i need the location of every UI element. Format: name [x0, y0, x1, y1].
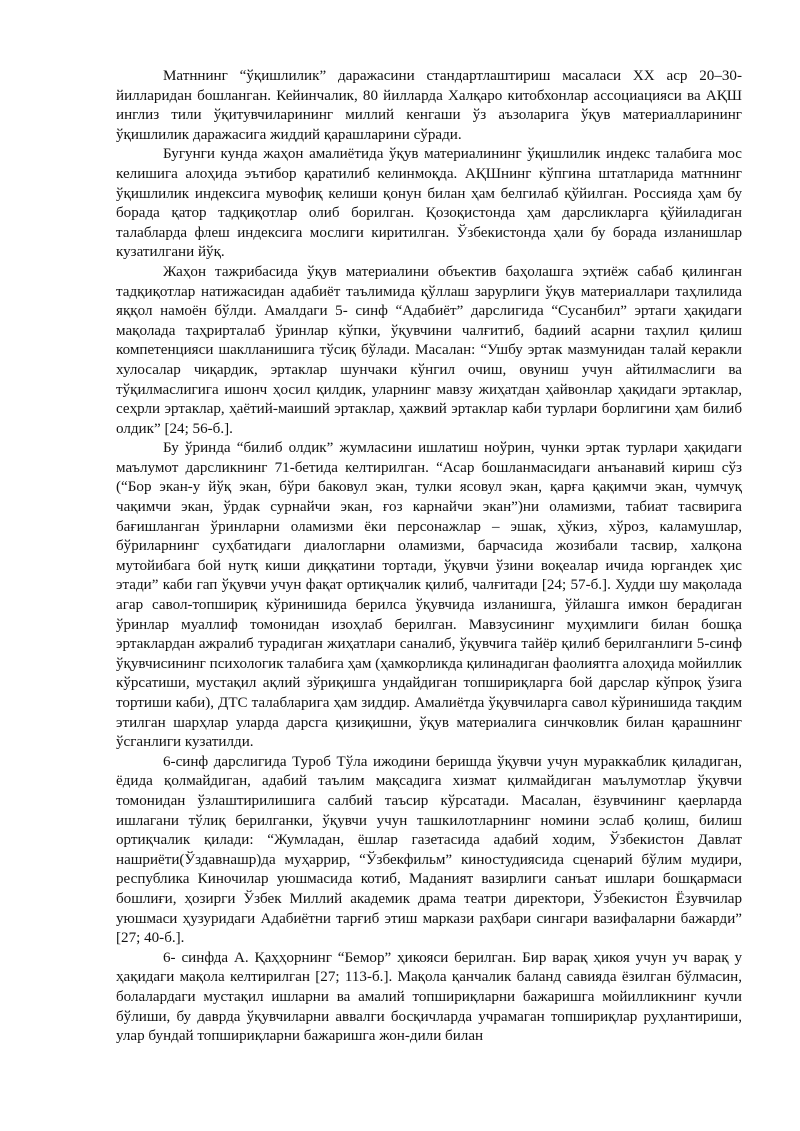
paragraph-grade6-bemor: 6- синфда А. Қаҳҳорнинг “Бемор” ҳикояси берилган. Бир варақ ҳикоя учун уч варақ у ҳақидаги мақола келтирилган [27; 113-б.]. Мақола қанчалик баланд савияда ёзилган бўлмасин, болалардаги мустақил ишларни ва амалий топшириқларни бажаришга мойилликнинг кучли бўлиши, бу даврда ўқувчиларни аввалги босқичларда учрамаган топшириқлар руҳлантириши, улар бундай топшириқларни бажаришга жон-дили билан [116, 949, 742, 1045]
paragraph-grade6-turob-tula: 6-синф дарслигида Туроб Тўла ижодини беришда ўқувчи учун мураккаблик қиладиган, ёдида қолмайдиган, адабий таълим мақсадига хизмат қилмайдиган маълумотлар ўқувчи томонидан ўзлаштирилишига салбий таъсир кўрсатади. Масалан, ёзувчининг қаерларда ишлагани тўлиқ берилганки, ўқувчи учун ташкилотларнинг номини эслаб қолиш, билиш ортиқчалик қилади: “Жумладан, ёшлар газетасида адабий ходим, Ўзбекистон Давлат нашриёти(Ўздавнашр)да муҳаррир, “Ўзбекфильм” киностудиясида сценарий бўлим мудири, республика Киночилар уюшмасида котиб, Маданият вазирлиги санъат ишлари бошқармаси бошлиғи, ҳозирги Ўзбек Миллий академик драма театри директори, Ўзбекистон Ёзувчилар уюшмаси ҳузуридаги Адабиётни тарғиб этиш маркази раҳбари сингари вазифаларни бажарди” [27; 40-б.]. [116, 753, 742, 947]
document-body [116, 67, 742, 1047]
paragraph-fairy-tale-analysis: Бу ўринда “билиб олдик” жумласини ишлатиш ноўрин, чунки эртак турлари ҳақидаги маълумот дарсликнинг 71-бетида келтирилган. “Асар бошланмасидаги анъанавий кириш сўз (“Бор экан-у йўқ экан, бўри баковул экан, тулки ясовул экан, қарға қақимчи экан, чумчуқ чақимчи экан, ўрдак сурнайчи экан, ғоз карнайчи экан”)ни оламизми, табиат тасвирига бағишланган ўринларни оламизми ёки персонажлар – эшак, ҳўкиз, хўроз, каламушлар, бўриларнинг суҳбатидаги диалогларни оламизми, барчасида жозибали тасвир, халқона мутойибага бой нутқ киши диққатини тортади, ўқувчи ўзини воқеалар ичида юргандек ҳис этади” каби гап ўқувчи учун фақат ортиқчалик қилиб, чалғитади [24; 57-б.]. Худди шу мақолада агар савол-топшириқ кўринишида берилса ўқувчида изланишга, ўйлашга имкон берадиган ўринлар муаллиф томонидан изоҳлаб берилган. Мавзусининг муҳимлиги билан бошқа эртаклардан ажралиб турадиган жиҳатлари саналиб, ўқувчига тайёр қилиб берилганлиги 5-синф ўқувчисининг психологик талабига ҳам (ҳамкорликда қилинадиган фаолиятга алоҳида мойиллик кўрсатиши, мустақил ақлий зўриқишга ундайдиган топшириқларга бой дарслар кўпроқ ўзига тортиши каби), ДТС талабларига ҳам зиддир. Амалиётда ўқувчиларга савол кўринишида тақдим этилган шарҳлар уларда дарсга қизиқишни, ўқув материалига синчковлик билан қарашнинг ўсганлиги кузатилди. [116, 440, 742, 751]
paragraph-grade5-textbook: Жаҳон тажрибасида ўқув материалини объектив баҳолашга эҳтиёж сабаб қилинган тадқиқотлар натижасидан адабиёт таълимида қўллаш зарурлиги ўқув материаллари таҳлилида яққол намоён бўлди. Амалдаги 5- синф “Адабиёт” дарслигида “Сусанбил” эртаги ҳақидаги мақолада таҳрирталаб ўринлар кўпки, ўқувчини чалғитиб, бадиий асарни таҳлил қилиш компетенцияси шаклланишига тўсиқ бўлади. Масалан: “Ушбу эртак мазмунидан талай керакли хулосалар чиқардик, эртаклар шунчаки кўнгил очиш, овуниш учун айтилмаслиги ва тўқилмаслигига ишонч ҳосил қилдик, уларнинг мавзу жиҳатдан ҳайвонлар ҳақидаги эртаклар, сеҳрли эртаклар, ҳаётий-маиший эртаклар, ҳажвий эртаклар каби турлари борлигини ҳам билиб олдик” [24; 56-б.]. [116, 263, 742, 437]
paragraph-readability-history: Матннинг “ўқишлилик” даражасини стандартлаштириш масаласи XX аср 20–30-йилларидан бошланган. Кейинчалик, 80 йилларда Халқаро китобхонлар ассоциацияси ва АҚШ инглиз тили ўқитувчиларининг миллий кенгаши ўз аъзоларига ўқув материалларининг ўқишлилик даражасига жиддий қарашларини сўради. [116, 68, 742, 143]
paragraph-world-practice: Бугунги кунда жаҳон амалиётида ўқув материалининг ўқишлилик индекс талабига мос келишига алоҳида эътибор қаратилиб келинмоқда. АҚШнинг кўпгина штатларида матннинг ўқишлилик индексига мувофиқ келиши қонун билан ҳам белгилаб қўйилган. Россияда ҳам бу борада қатор тадқиқотлар олиб борилган. Қозоқистонда ҳам дарсликларга қўйиладиган талабларда флеш индексига мослиги киритилган. Ўзбекистонда ҳали бу борада изланишлар кузатилгани йўқ. [116, 146, 742, 261]
